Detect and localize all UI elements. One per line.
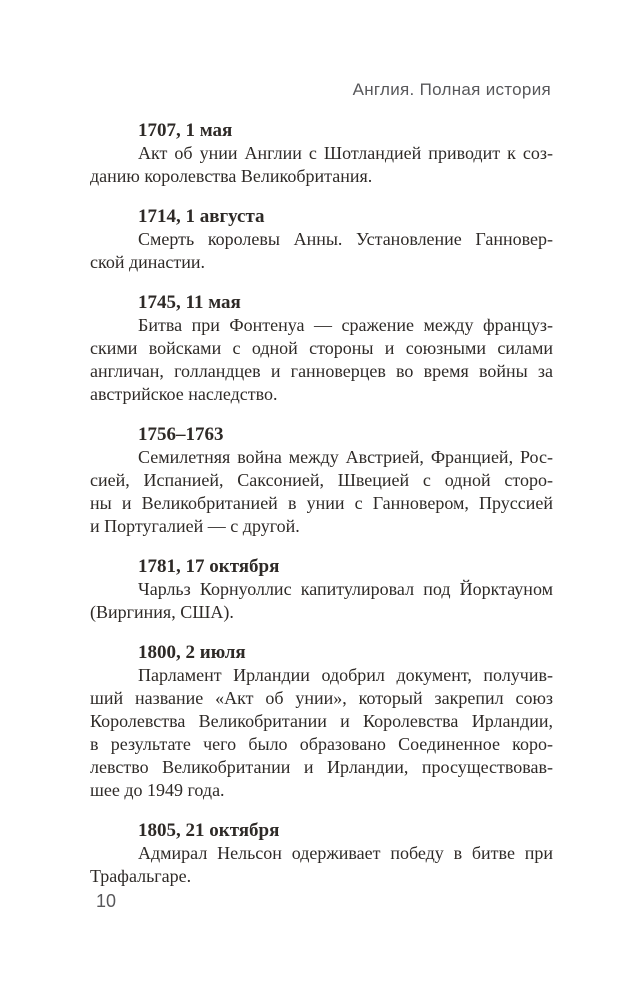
text-line: и Португалией — с другой. xyxy=(90,516,300,536)
entry-date-heading: 1756–1763 xyxy=(138,424,224,445)
text-line: Чарльз Корнуоллис капитулировал под Йорктауном xyxy=(138,579,553,599)
text-line: ший название «Акт об унии», который закрепил союз xyxy=(90,688,553,708)
text-line: Королевства Великобритании и Королевства Ирландии, xyxy=(90,711,553,731)
text-line: Смерть королевы Анны. Установление Ганновер- xyxy=(138,229,553,249)
text-line: ской династии. xyxy=(90,252,205,272)
text-line: австрийское наследство. xyxy=(90,384,278,404)
text-line: англичан, голландцев и ганноверцев во время войны за xyxy=(90,361,553,381)
entry-body-text xyxy=(90,446,553,538)
text-line: сией, Испанией, Саксонией, Швецией с одной сторо- xyxy=(90,470,553,490)
text-line: Битва при Фонтенуа — сражение между француз- xyxy=(138,315,553,335)
entry-date-heading: 1781, 17 октября xyxy=(138,556,280,577)
entry-body-text xyxy=(90,664,553,802)
timeline-entry xyxy=(90,119,553,188)
entry-body-text xyxy=(90,842,553,888)
entry-body-text xyxy=(90,142,553,188)
timeline-entry xyxy=(90,819,553,888)
entry-body-text xyxy=(90,578,553,624)
page-number: 10 xyxy=(96,891,117,911)
entry-date-heading: 1805, 21 октября xyxy=(138,820,280,841)
text-line: данию королевства Великобритания. xyxy=(90,166,373,186)
text-line: Акт об унии Англии с Шотландией приводит к соз- xyxy=(138,143,553,163)
timeline-entry xyxy=(90,641,553,802)
entry-date-heading: 1707, 1 мая xyxy=(138,120,233,141)
entry-body-text xyxy=(90,228,553,274)
timeline-entry xyxy=(90,291,553,406)
text-line: левство Великобритании и Ирландии, просуществовав- xyxy=(90,757,553,777)
timeline-entry xyxy=(90,205,553,274)
text-line: Парламент Ирландии одобрил документ, получив- xyxy=(138,665,553,685)
entry-body-text xyxy=(90,314,553,406)
text-line: ны и Великобританией в унии с Ганновером, Пруссией xyxy=(90,493,553,513)
entry-date-heading: 1714, 1 августа xyxy=(138,206,265,227)
text-line: (Виргиния, США). xyxy=(90,602,234,622)
text-line: шее до 1949 года. xyxy=(90,780,225,800)
timeline-entry xyxy=(90,423,553,538)
text-line: Семилетняя война между Австрией, Францией, Рос- xyxy=(138,447,553,467)
timeline-entry xyxy=(90,555,553,624)
entry-date-heading: 1745, 11 мая xyxy=(138,292,241,313)
running-head-book-title: Англия. Полная история xyxy=(352,80,551,99)
entry-date-heading: 1800, 2 июля xyxy=(138,642,246,663)
timeline-entries xyxy=(90,119,553,888)
text-line: Адмирал Нельсон одерживает победу в битве при xyxy=(138,843,553,863)
text-line: Трафальгаре. xyxy=(90,866,192,886)
text-line: скими войсками с одной стороны и союзными силами xyxy=(90,338,553,358)
text-line: в результате чего было образовано Соединенное коро- xyxy=(90,734,553,754)
